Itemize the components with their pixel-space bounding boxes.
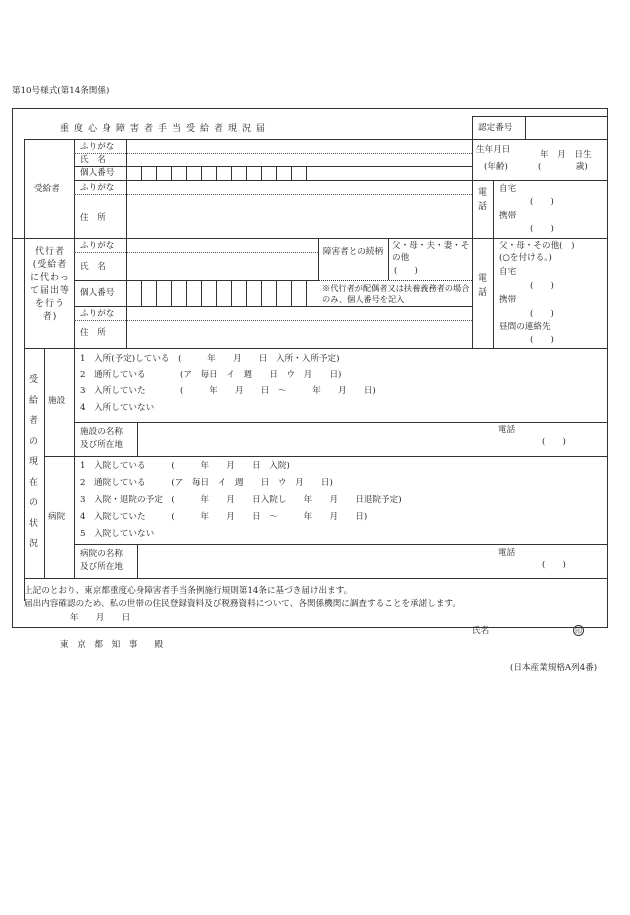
birth-label-1: 生年月日 xyxy=(476,145,511,155)
agent-furigana2-label: ふりがな xyxy=(80,309,115,319)
recipient-home-label: 自宅 xyxy=(499,184,517,194)
hospital-item-2[interactable]: 2 通院している (ア 毎日 イ 週 日 ウ 月 日) xyxy=(80,478,333,488)
footer-note: (日本産業規格A列4番) xyxy=(510,663,598,673)
facility-item-1[interactable]: 1 入所(予定)している ( 年 月 日 入所・入所予定) xyxy=(80,354,340,364)
agent-home-paren: ( ) xyxy=(530,281,554,291)
form-title: 重度心身障害者手当受給者現況届 xyxy=(60,124,271,134)
recipient-phone-label: 電話 xyxy=(477,188,487,213)
agent-furigana-label: ふりがな xyxy=(80,241,115,251)
facility-label: 施設 xyxy=(48,396,66,406)
facility-item-4[interactable]: 4 入所していない xyxy=(80,403,155,413)
recipient-furigana-label: ふりがな xyxy=(80,142,115,152)
recipient-mobile-paren: ( ) xyxy=(530,224,554,234)
agent-phone-relation-note: (○を付ける。) xyxy=(499,253,552,263)
hospital-item-5[interactable]: 5 入院していない xyxy=(80,529,155,539)
agent-name-label: 氏 名 xyxy=(80,262,106,272)
recipient-section-label: 受給者 xyxy=(34,184,60,194)
agent-relation-label: 障害者との続柄 xyxy=(322,247,384,257)
hospital-phone-paren: ( ) xyxy=(542,560,566,570)
agent-mobile-label: 携帯 xyxy=(499,295,517,305)
agent-section-label: 代行者(受給者に代わって届出等を行う者) xyxy=(29,247,70,322)
form-id: 第10号様式(第14条関係) xyxy=(12,86,110,96)
declaration-date[interactable]: 年 月 日 xyxy=(70,613,131,623)
agent-relation-paren: ( ) xyxy=(394,266,418,276)
cert-number-label: 認定番号 xyxy=(478,123,513,133)
age-value: ( 歳) xyxy=(538,162,588,172)
declaration-line-2: 届出内容確認のため、私の世帯の住民登録資料及び税務資料について、各関係機関に調査することを承諾します。 xyxy=(24,599,461,609)
recipient-name-label: 氏 名 xyxy=(80,155,106,165)
birth-label-2: (年齢) xyxy=(484,162,508,172)
agent-mobile-paren: ( ) xyxy=(530,309,554,319)
recipient-mobile-label: 携帯 xyxy=(499,211,517,221)
agent-home-label: 自宅 xyxy=(499,267,517,277)
agent-my-number-boxes[interactable] xyxy=(126,280,318,306)
facility-name-label-2: 及び所在地 xyxy=(80,440,123,450)
facility-phone-label: 電話 xyxy=(498,425,516,435)
hospital-item-1[interactable]: 1 入院している ( 年 月 日 入院) xyxy=(80,461,290,471)
agent-phone-label: 電話 xyxy=(477,274,487,299)
hospital-name-label-2: 及び所在地 xyxy=(80,562,123,572)
agent-my-number-label: 個人番号 xyxy=(80,288,115,298)
facility-name-label-1: 施設の名称 xyxy=(80,427,123,437)
recipient-furigana2-label: ふりがな xyxy=(80,183,115,193)
recipient-address-label: 住 所 xyxy=(80,213,106,223)
agent-daytime-paren: ( ) xyxy=(530,335,554,345)
facility-item-2[interactable]: 2 通所している (ア 毎日 イ 週 日 ウ 月 日) xyxy=(80,370,342,380)
facility-phone-paren: ( ) xyxy=(542,437,566,447)
hospital-item-3[interactable]: 3 入院・退院の予定 ( 年 月 日入院し 年 月 日退院予定) xyxy=(80,495,402,505)
hospital-name-label-1: 病院の名称 xyxy=(80,549,123,559)
hospital-phone-label: 電話 xyxy=(498,548,516,558)
agent-address-label: 住 所 xyxy=(80,328,106,338)
agent-daytime-label: 昼間の連絡先 xyxy=(499,322,551,332)
agent-note: ※代行者が配偶者又は扶養義務者の場合のみ、個人番号を記入 xyxy=(322,283,470,304)
recipient-home-paren: ( ) xyxy=(530,197,554,207)
hospital-label: 病院 xyxy=(48,512,66,522)
declaration-name-label: 氏名 xyxy=(472,626,490,636)
facility-item-3[interactable]: 3 入所していた ( 年 月 日 ～ 年 月 日) xyxy=(80,386,376,396)
declaration-addressee: 東 京 都 知 事 殿 xyxy=(60,640,164,650)
recipient-my-number-label: 個人番号 xyxy=(80,168,115,178)
hospital-item-4[interactable]: 4 入院していた ( 年 月 日 ～ 年 月 日) xyxy=(80,512,368,522)
agent-phone-relation[interactable]: 父・母・その他( ) xyxy=(499,241,575,251)
status-section-label: 受給者の現在の状況 xyxy=(28,375,38,549)
birth-value: 年 月 日生 xyxy=(540,150,592,160)
declaration-line-1: 上記のとおり、東京都重度心身障害者手当条例施行規則第14条に基づき届け出ます。 xyxy=(24,586,353,596)
agent-relation-options[interactable]: 父・母・夫・妻・その他 xyxy=(392,241,470,263)
recipient-my-number-boxes[interactable] xyxy=(126,166,472,180)
seal-mark: 印 xyxy=(575,627,582,635)
